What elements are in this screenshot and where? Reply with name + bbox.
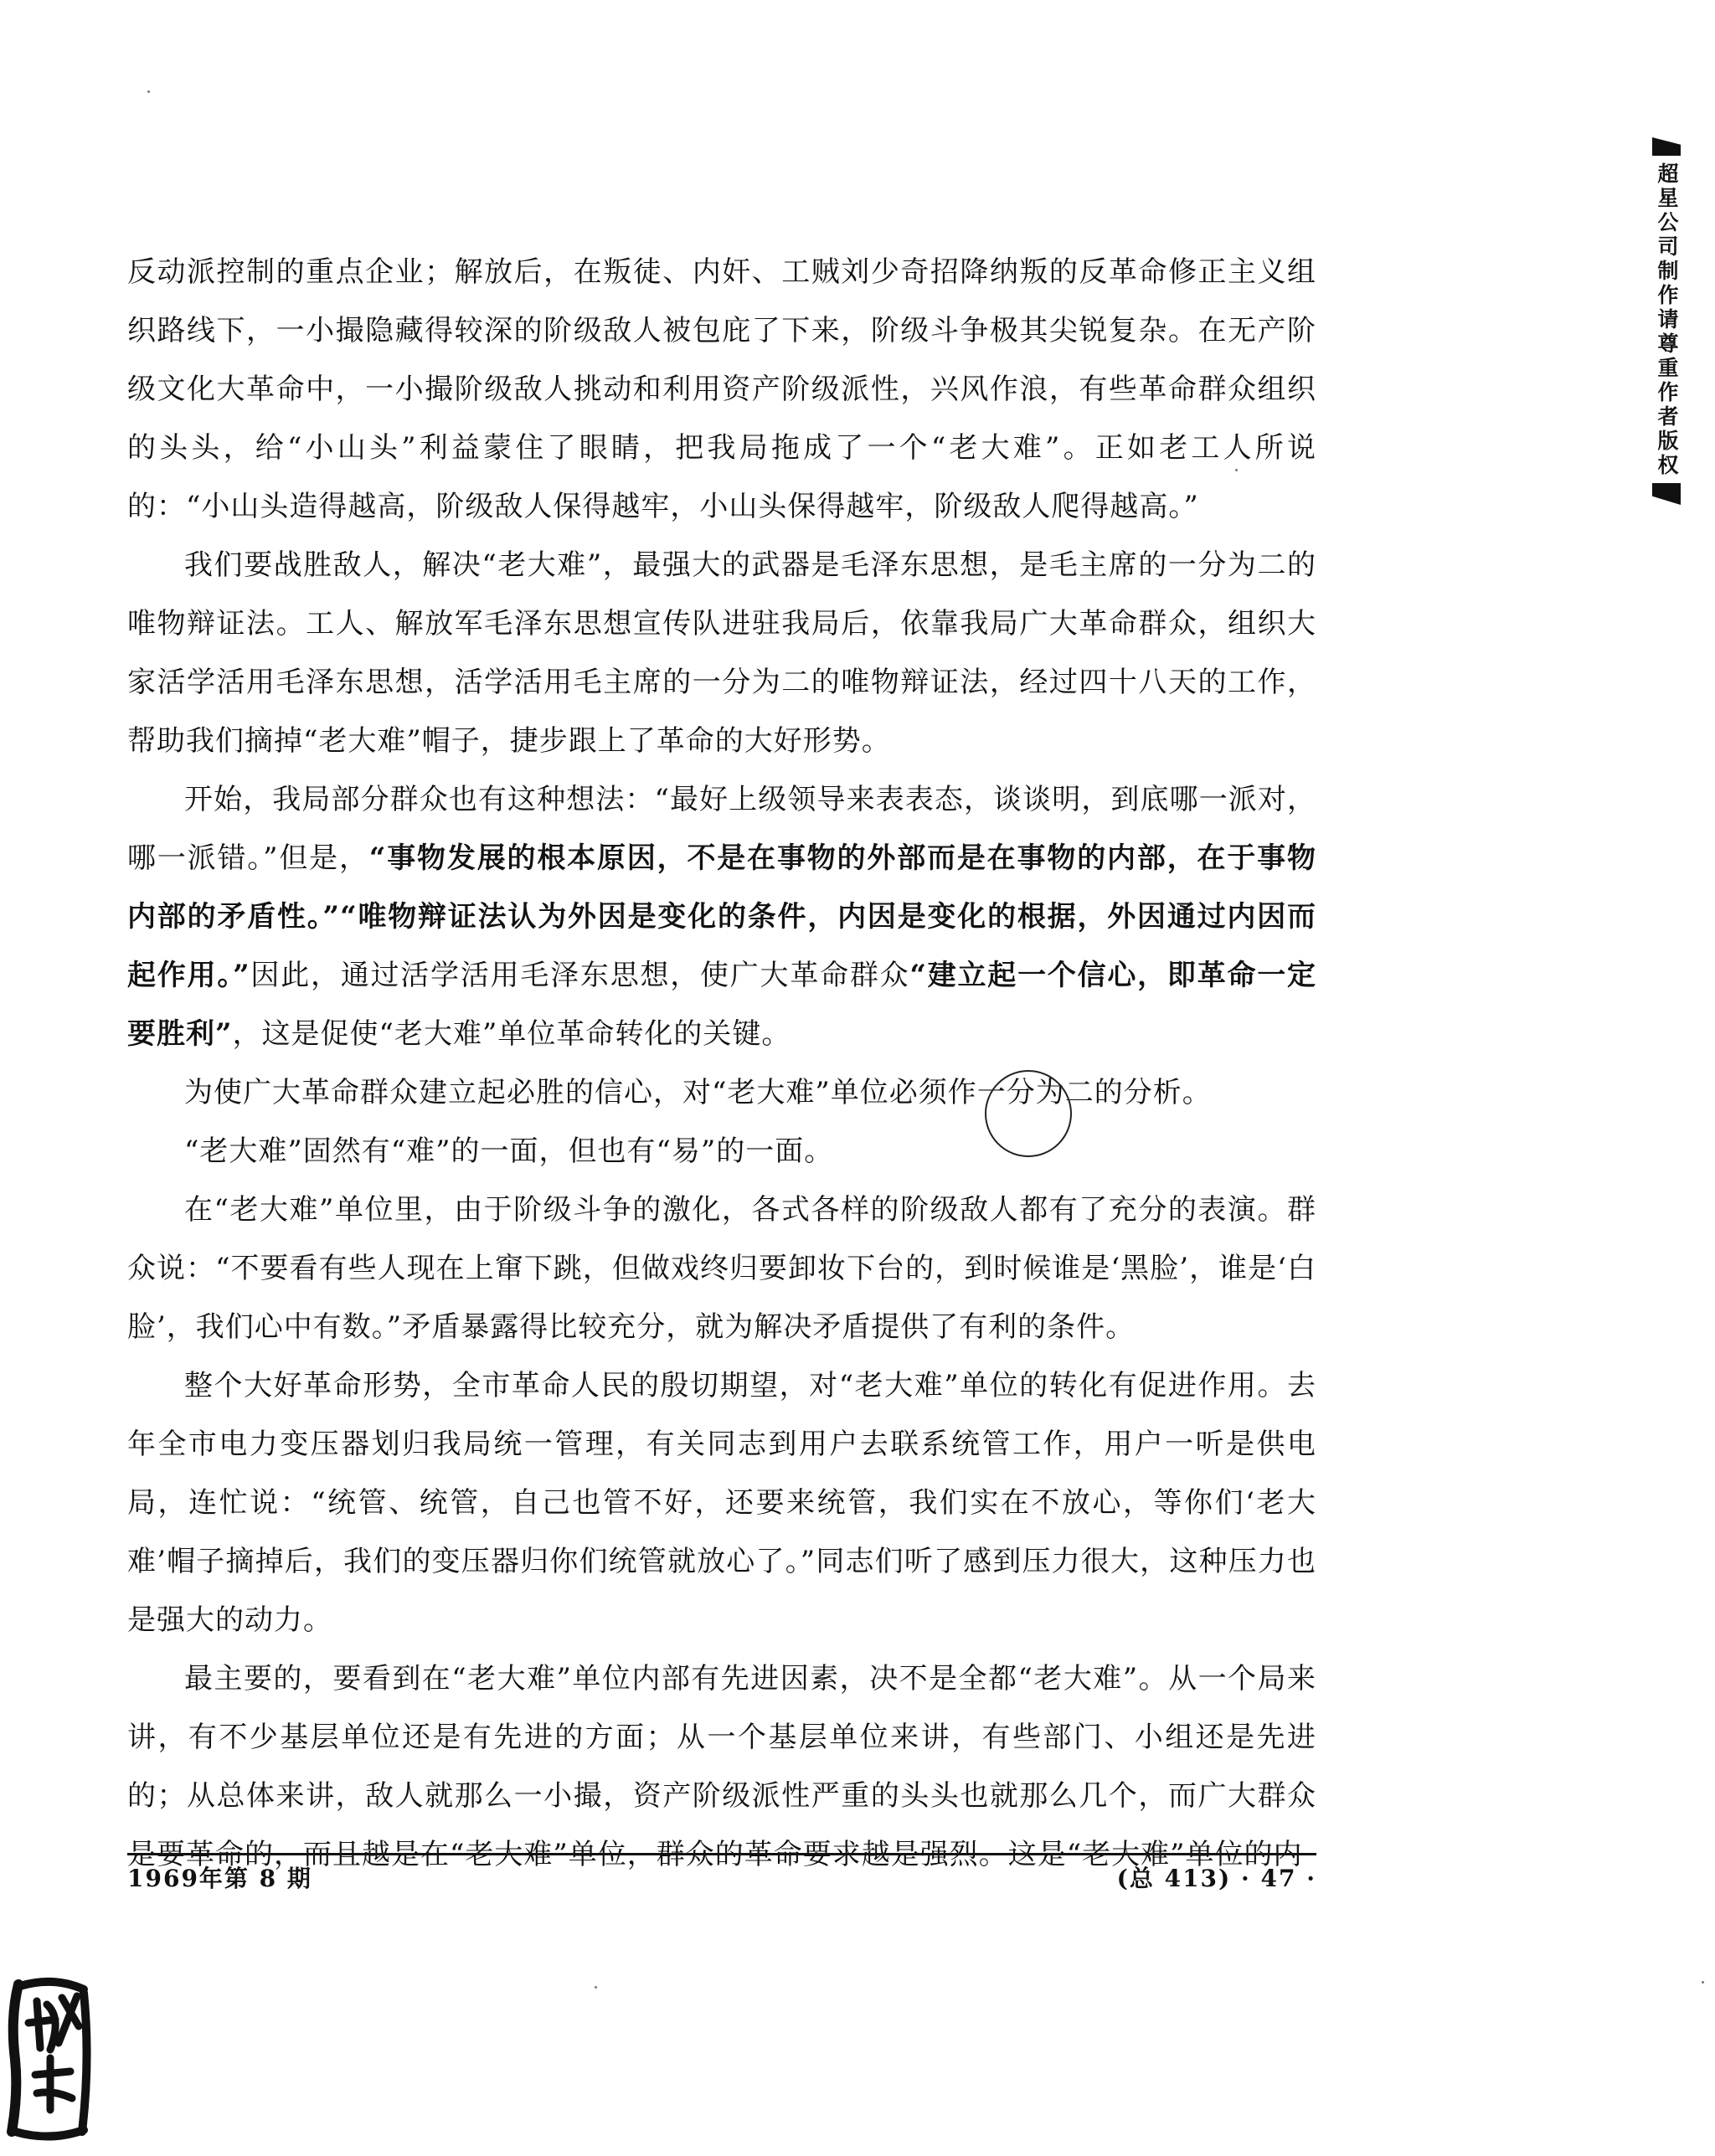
copyright-strip [1651,137,1682,505]
paragraph [127,1649,1316,1884]
strip-bar-bottom [1652,483,1681,505]
text-segment: 最主要的，要看到在“老大难”单位内部有先进因素，决不是全都“老大难”。从一个局来讲，有不少基层单位还是有先进的方面；从一个基层单位来讲，有些部门、小组还是先进的；从总体来讲，敌人就那么一小撮，资产阶级派性严重的头头也就那么几个，而广大群众是要革命的，而且越是在“老大难”单位，群众的革命要求越是强烈。这是“老大难”单位的内 [127,1662,1316,1871]
paragraph [127,1181,1316,1356]
issue-label: 1969年第 8 期 [127,1865,312,1892]
text-segment: 开始，我局部分群众也有这种想法：“最好上级领导来表表态，谈谈明，到底哪一派对，哪一派错。”但是， [127,783,1316,875]
stray-dot [147,90,150,93]
hand-drawn-circle-mark [985,1070,1072,1157]
quotation-bold: “事物发展的根本原因，不是在事物的外部而是在事物的内部，在于事物内部的矛盾性。”“唯物辩证法认为外因是变化的条件，内因是变化的根据，外因通过内因而起作用。” [127,841,1316,992]
page-number: (总 413) · 47 · [1116,1865,1316,1892]
paragraph [127,1356,1316,1649]
stray-dot [1235,469,1238,471]
paragraph [127,1063,1316,1122]
stray-dot [595,1986,597,1989]
stray-dot [1702,1981,1704,1984]
seal-stamp-icon [3,1968,97,2145]
paragraph [127,1122,1316,1181]
strip-bar-top [1652,137,1681,156]
text-segment: 整个大好革命形势，全市革命人民的殷切期望，对“老大难”单位的转化有促进作用。去年全市电力变压器划归我局统一管理，有关同志到用户去联系统管工作，用户一听是供电局，连忙说：“统管、统管，自己也管不好，还要来统管，我们实在不放心，等你们‘老大难’帽子摘掉后，我们的变压器归你们统管就放心了。”同志们听了感到压力很大，这种压力也是强大的动力。 [127,1369,1316,1637]
paragraph [127,536,1316,770]
article-body [127,243,1316,1884]
text-segment: ，这是促使“老大难”单位革命转化的关键。 [232,1017,791,1051]
quotation-bold: “建立起一个信心，即革命一定要胜利” [127,959,1317,1051]
paragraph [127,770,1316,1063]
text-segment: “老大难”固然有“难”的一面，但也有“易”的一面。 [184,1135,834,1168]
text-segment: 我们要战胜敌人，解决“老大难”，最强大的武器是毛泽东思想，是毛主席的一分为二的唯物辩证法。工人、解放军毛泽东思想宣传队进驻我局后，依靠我局广大革命群众，组织大家活学活用毛泽东思想，活学活用毛主席的一分为二的唯物辩证法，经过四十八天的工作，帮助我们摘掉“老大难”帽子，捷步跟上了革命的大好形势。 [127,548,1316,758]
text-segment: 为使广大革命群众建立起必胜的信心，对“老大难”单位必须作一分为二的分析。 [184,1076,1212,1109]
text-segment: 因此，通过活学活用毛泽东思想，使广大革命群众 [250,959,910,992]
copyright-notice: 超星公司制作请尊重作者版权 [1655,162,1679,478]
footer-rule [127,1853,1316,1855]
paragraph [127,243,1316,536]
text-segment: 反动派控制的重点企业；解放后，在叛徒、内奸、工贼刘少奇招降纳叛的反革命修正主义组织路线下，一小撮隐藏得较深的阶级敌人被包庇了下来，阶级斗争极其尖锐复杂。在无产阶级文化大革命中，一小撮阶级敌人挑动和利用资产阶级派性，兴风作浪，有些革命群众组织的头头，给“小山头”利益蒙住了眼睛，把我局拖成了一个“老大难”。正如老工人所说的：“小山头造得越高，阶级敌人保得越牢，小山头保得越牢，阶级敌人爬得越高。” [127,255,1316,523]
text-segment: 在“老大难”单位里，由于阶级斗争的激化，各式各样的阶级敌人都有了充分的表演。群众说：“不要看有些人现在上窜下跳，但做戏终归要卸妆下台的，到时候谁是‘黑脸’，谁是‘白脸’，我们心中有数。”矛盾暴露得比较充分，就为解决矛盾提供了有利的条件。 [127,1193,1316,1344]
